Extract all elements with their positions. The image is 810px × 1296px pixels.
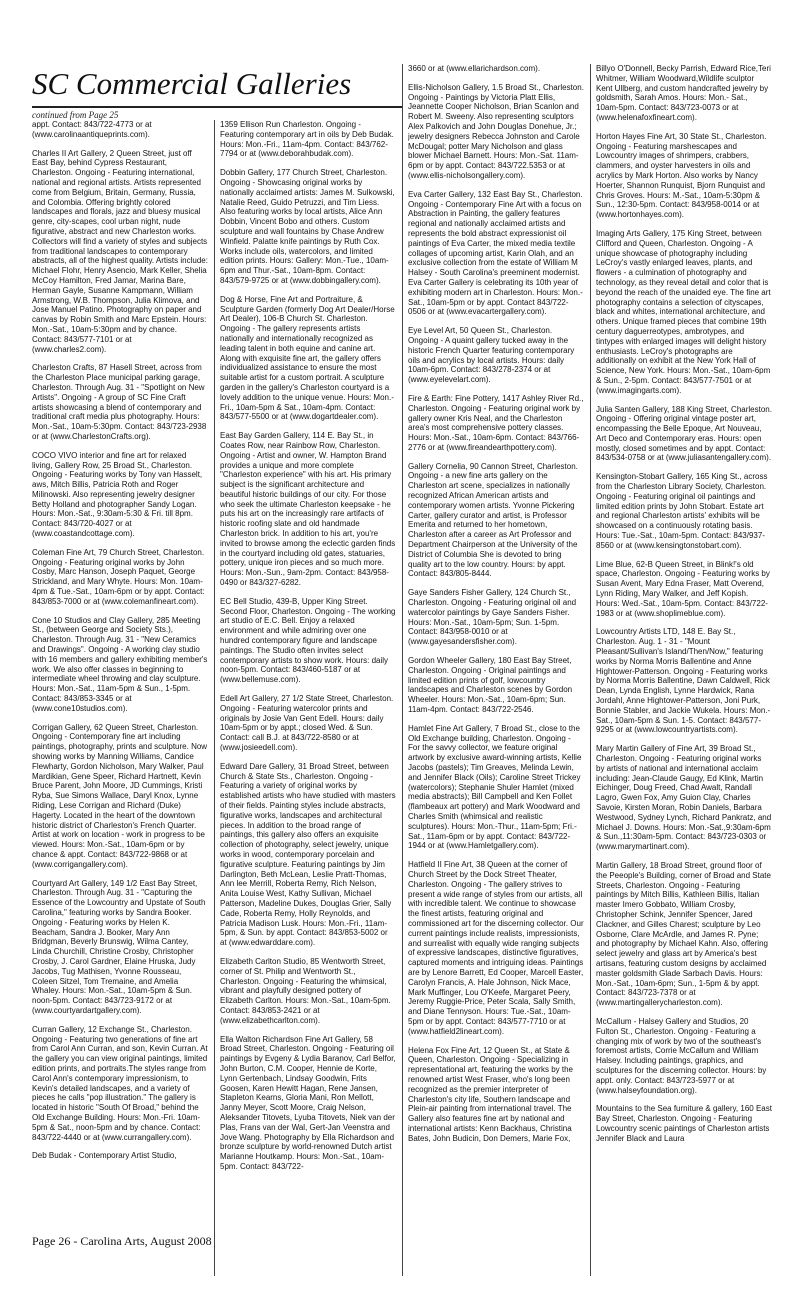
gallery-listing: Kensington-Stobart Gallery, 165 King St., across from the Charleston Library Society, Charleston. Ongoing - Featuring original oil paintings and limited edition prints by John Stobart. Estate art and regional Charleston artists' exhibits will be showcased on a continuously rotating basis. Hours: Tue.-Sat., 10am-5pm. Contact: 843/937-8560 or at (www.kensingtonstobart.com). (596, 472, 768, 550)
gallery-listing: Cone 10 Studios and Clay Gallery, 285 Meeting St., (between George and Society Sts.), Charleston. Through Aug. 31 - "New Ceramics and Drawings". Ongoing - A working clay studio with 16 members and gallery exhibiting member's work. We also offer classes in beginning to intermediate wheel throwing and clay sculpture. Hours: Mon.-Sat., 11am-5pm & Sun., 1-5pm. Contact: 843/853-3345 or at (www.cone10studios.com). (32, 615, 208, 713)
page-title: SC Commercial Galleries (32, 66, 352, 101)
gallery-listing: Charleston Crafts, 87 Hasell Street, across from the Charleston Place municipal parking garage, Charleston. Through Aug. 31 - "Spotlight on New Artists". Ongoing - A group of SC Fine Craft artists showcasing a blend of contemporary and traditional craft media plus photography. Hours: Mon.-Sat., 10am-5:30pm. Contact: 843/723-2938 or at (www.CharlestonCrafts.org). (32, 363, 207, 441)
gallery-listing: Elizabeth Carlton Studio, 85 Wentworth Street, corner of St. Philip and Wentworth St., Charleston. Ongoing - Featuring the whimsical, vibrant and playfully designed pottery of Elizabeth Carlton. Hours: Mon.-Sat., 10am-5pm. Contact: 843/853-2421 or at (www.elizabethcarlton.com). (220, 956, 391, 1025)
gallery-listing: Courtyard Art Gallery, 149 1/2 East Bay Street, Charleston. Through Aug. 31 - "Capturing the Essence of the Lowcountry and Upstate of South Carolina," featuring works by Sandra Booker. Ongoing - Featuring works by Helen K. Beacham, Sandra J. Booker, Mary Ann Bridgman, Beverly Brunswig, Wilma Cantey, Linda Churchill, Christine Crosby, Christopher Crosby, J. Carol Gardner, Elaine Hruska, Judy Jacobs, Tug Mathisen, Yvonne Rousseau, Coleen Sitzel, Tom Tremaine, and Amelia Whaley. Hours: Mon.-Sat., 10am-5pm & Sun. noon-5pm. Contact: 843/723-9172 or at (www.courtyardartgallery.com). (32, 878, 206, 1015)
gallery-listing: Lime Blue, 62-B Queen Street, in Blink!'s old space, Charleston. Ongoing - Featuring works by Susan Avent, Mary Edna Fraser, Matt Overend, Lynn Riding, Mary Walker, and Jeff Kopish. Hours: Wed.-Sat., 10am-5pm. Contact: 843/722-1983 or at (www.shoplimeblue.com). (596, 559, 770, 618)
page-footer: Page 26 - Carolina Arts, August 2008 (32, 1234, 212, 1248)
gallery-listing: Gaye Sanders Fisher Gallery, 124 Church St., Charleston. Ongoing - Featuring original oil and watercolor paintings by Gaye Sanders Fisher. Hours: Mon.-Sat., 10am-5pm; Sun. 1-5pm. Contact: 843/958-0010 or at (www.gayesandersfisher.com). (408, 588, 577, 647)
title-rule (32, 106, 402, 108)
gallery-listing: Ella Walton Richardson Fine Art Gallery, 58 Broad Street, Charleston. Ongoing - Featuring oil paintings by Evgeny & Lydia Baranov, Carl Belfor, John Burton, C.M. Cooper, Hennie de Korte, Lynn Gertenbach, Lindsay Goodwin, Frits Goosen, Karen Hewitt Hagan, Rene Jansen, Stapleton Kearns, Gloria Mani, Ron Mellott, Janny Meyer, Scott Moore, Craig Nelson, Aleksander Titovets, Lyuba Titovets, Niek van der Plas, Frans van der Wal, Gert-Jan Veenstra and Jove Wang. Photography by Ella Richardson and bronze sculpture by world-renowned Dutch artist Marianne Houtkamp. Hours: Mon.-Sat., 10am-5pm. Contact: 843/722- (220, 1034, 396, 1171)
gallery-listing: Mary Martin Gallery of Fine Art, 39 Broad St., Charleston. Ongoing - Featuring original works by artists of national and international acclaim including: Jean-Claude Gaugy, Ed Klink, Martin Eichinger, Doug Freed, Chad Awalt, Randall Lagro, Gwen Fox, Amy Guion Clay, Charles Savoie, Kirsten Moran, Robin Daniels, Barbara Westwood, Sydney Lynch, Richard Pankratz, and Michael J. Downs. Hours: Mon.-Sat.,9:30am-6pm & Sun.,11:30am-5pm. Contact: 843/723-0303 or (www.marymartinart.com). (596, 744, 772, 852)
text-column-2 (220, 120, 396, 1275)
page (32, 64, 792, 1264)
text-column-1 (32, 120, 208, 1275)
gallery-listing: Helena Fox Fine Art, 12 Queen St., at State & Queen, Charleston. Ongoing - Specializing in representational art, featuring the works by the renowned artist West Fraser, who's long been recognized as the premier interpreter of Charleston's city life, Southern landscape and Plein-air painting from international travel. The Gallery also features fine art by national and international artists: Kenn Backhaus, Christina Bates, John Budicin, Don Demers, Marie Fox, (408, 1045, 573, 1143)
gallery-listing: Eye Level Art, 50 Queen St., Charleston. Ongoing - A quaint gallery tucked away in the historic French Quarter featuring contemporary oils and acrylics by local artists. Hours: daily 10am-6pm. Contact: 843/278-2374 or at (www.eyelevelart.com). (408, 326, 575, 385)
gallery-listing: Martin Gallery, 18 Broad Street, ground floor of the Peeople's Building, corner of Broad and State Streets, Charleston. Ongoing - Featuring paintings by Mitch Billis, Kathleen Billis, Italian master Imero Gobbato, William Crosby, Christopher Schink, Jennifer Spencer, Jared Clackner, and Gilles Charest; sculpture by Leo Osborne, Clare McArdle, and James R. Pyne; and photography by Michael Kahn. Also, offering select jewelry and glass art by America's best artisans, featuring custom designs by acclaimed master goldsmith Glade Sarbach Davis. Hours: Mon.-Sat., 10am-6pm; Sun., 1-5pm & by appt. Contact: 843/723-7378 or at (www.martingallerycharleston.com). (596, 860, 771, 1008)
gallery-listing: Eva Carter Gallery, 132 East Bay St., Charleston. Ongoing - Contemporary Fine Art with a focus on Abstraction in Painting, the gallery features regional and nationally acclaimed artists and represents the bold abstract expressionist oil paintings of Eva Carter, the mixed media textile collages of upcoming artist, Karin Olah, and an exclusive collection from the estate of William M Halsey - South Carolina's preeminent modernist. Eva Carter Gallery is celebrating its 10th year of exhibiting modern art in Charleston. Hours: Mon.-Sat., 10am-5pm or by appt. Contact 843/722-0506 or at (www.evacartergallery.com). (408, 189, 583, 317)
gallery-listing: COCO VIVO interior and fine art for relaxed living, Gallery Row, 25 Broad St., Charleston. Ongoing - Featuring works by Tony van Hasselt, aws, Mitch Billis, Patricia Roth and Roger Milinowski. Also representing jewelry designer Betty Holland and photographer Sandy Logan. Hours: Mon.-Sat., 9:30am-5:30 & Fri. till 8pm. Contact: 843/720-4027 or at (www.coastandcottage.com). (32, 450, 203, 539)
gallery-listing: Gordon Wheeler Gallery, 180 East Bay Street, Charleston. Ongoing - Original paintings and limited edition prints of golf, lowcountry landscapes and Charleston scenes by Gordon Wheeler. Hours: Mon.-Sat., 10am-6pm; Sun. 11am-4pm. Contact: 843/722-2546. (408, 656, 573, 715)
gallery-listing: Hamlet Fine Art Gallery, 7 Broad St., close to the Old Exchange building, Charleston. Ongoing - For the savvy collector, we feature original artwork by exclusive award-winning artists, Kellie Jacobs (pastels); Tim Greaves, Melinda Lewin, and Jennifer Black (Oils); Caroline Street Trickey (watercolors); Stephanie Shuler Hamlet (mixed media abstracts); Bill Campbell and Ken Follet (flambeaux art pottery) and Mark Woodward and Charles Smith (whimsical and realistic sculptures). Hours: Mon.-Thur., 11am-5pm; Fri.-Sat., 11am-6pm or by appt. Contact: 843/722-1944 or at (www.Hamletgallery.com). (408, 723, 582, 851)
gallery-listing: Billyo O'Donnell, Becky Parrish, Edward Rice,Teri Whitmer, William Woodward,Wildlife sculptor Kent Ullberg, and custom handcrafted jewelry by goldsmith, Sarah Amos. Hours: Mon.- Sat., 10am-5pm. Contact: 843/723-0073 or at (www.helenafoxfineart.com). (596, 64, 771, 122)
gallery-listing: Corrigan Gallery, 62 Queen Street, Charleston. Ongoing - Contemporary fine art including paintings, photography, prints and sculpture. Now showing works by Manning Williams, Candice Flewharty, Gordon Nicholson, Mary Walker, Paul Mardikian, Gene Speer, Richard Hartnett, Kevin Bruce Parent, John Moore, JD Cummings, Kristi Ryba, Sue Simons Wallace, Daryl Knox, Lynne Riding, Lese Corrigan and Richard (Duke) Hagerty. Located in the heart of the downtown historic district of Charleston's French Quarter. Artist at work on location - work in progress to be viewed. Hours: Mon.-Sat., 10am-6pm or by chance & appt. Contact: 843/722-9868 or at (www.corrigangallery.com). (32, 722, 208, 869)
gallery-listing: appt. Contact: 843/722-4773 or at (www.carolinaantiqueprints.com). (32, 120, 152, 139)
continued-note: continued from Page 25 (32, 110, 119, 120)
gallery-listing: Lowcountry Artists LTD, 148 E. Bay St., Charleston. Aug. 1 - 31 - "Mount Pleasant/Sullivan's Island/Then/Now," featuring works by Norma Morris Ballentine and Anne Hightower-Patterson. Ongoing - Featuring works by Norma Morris Ballentine, Dawn Caldwell, Rick Dean, Lynda English, Lynne Hardwick, Rana Jordahl, Anne Hightower-Patterson, Joni Purk, Bonnie Stabler, and Jackie Wukela. Hours: Mon.-Sat., 10am-5pm & Sun. 1-5. Contact: 843/577-9295 or at (www.lowcountryartists.com). (596, 627, 771, 735)
text-column-3 (408, 64, 584, 1274)
gallery-listing: Julia Santen Gallery, 188 King Street, Charleston. Ongoing - Offering original vintage poster art, encompassing the Belle Epoque, Art Nouveau, Art Deco and Contemporary eras. Hours: open mostly, closed sometimes and by appt. Contact: 843/534-0758 or at (www.juliasantengallery.com). (596, 404, 772, 463)
gallery-listing: Dobbin Gallery, 177 Church Street, Charleston. Ongoing - Showcasing original works by nationally acclaimed artists: James M. Sulkowski, Natalie Reed, Guido Petruzzi, and Tim Liess. Also featuring works by local artists, Alice Ann Dobbin, Vincent Bobo and others. Custom sculpture and wall fountains by Chase Andrew Winfield. Palatte knife paintings by Ruth Cox. Works include oils, watercolors, and limited edition prints. Hours: Gallery: Mon.-Tue., 10am-6pm and Thur.-Sat., 10am-8pm. Contact: 843/579-9725 or at (www.dobbingallery.com). (220, 168, 395, 285)
gallery-listing: Mountains to the Sea furniture & gallery, 160 East Bay Street, Charleston. Ongoing - Featuring Lowcountry scenic paintings of Charleston artists Jennifer Black and Laura (596, 1104, 772, 1143)
gallery-listing: Deb Budak - Contemporary Artist Studio, (32, 1151, 177, 1161)
gallery-listing: Ellis-Nicholson Gallery, 1.5 Broad St., Charleston. Ongoing - Paintings by Victoria Platt Ellis, Jeannette Cooper Nicholson, Brian Scanlon and Robert M. Sweeny. Also representing sculptors Alex Palkovich and John Douglas Donehue, Jr.; jewelry designers Rebecca Johnston and Carole McDougal; potter Mary Nicholson and glass blower Michael Barnett. Hours: Mon.-Sat. 11am-6pm or by appt. Contact: 843/722.5353 or at (www.ellis-nicholsongallery.com). (408, 82, 584, 180)
gallery-listing: Coleman Fine Art, 79 Church Street, Charleston. Ongoing - Featuring original works by John Cosby, Marc Hanson, Joseph Paquet, George Strickland, and Mary Whyte. Hours: Mon. 10am-4pm & Tue.-Sat., 10am-6pm or by appt. Contact: 843/853-7000 or at (www.colemanfineart.com). (32, 547, 205, 606)
text-column-4 (596, 64, 772, 1274)
gallery-listing: Edell Art Gallery, 27 1/2 State Street, Charleston. Ongoing - Featuring watercolor prints and originals by Josie Van Gent Edell. Hours: daily 10am-5pm or by appt.; closed Wed. & Sun. Contact: call B.J. at 843/722-8580 or at (www.josieedell.com). (220, 694, 394, 753)
gallery-listing: 1359 Ellison Run Charleston. Ongoing - Featuring contemporary art in oils by Deb Budak. Hours: Mon.-Fri., 11am-4pm. Contact: 843/762-7794 or at (www.deborahbudak.com). (220, 120, 394, 159)
column-divider (214, 120, 215, 1276)
gallery-listing: Imaging Arts Gallery, 175 King Street, between Clifford and Queen, Charleston. Ongoing - A unique showcase of photography including LeCroy's vastly enlarged leaves, plants, and flowers - a culmination of photography and technology, as they reveal detail and color that is beyond the reach of the unaided eye. The fine art photography contains a selection of cityscapes, black and whites, international architecture, and others. Unique framed pieces that combine 19th century daguerreotypes, ambrotypes, and tintypes with enlarged images will delight history enthusiasts. LeCroy's photographs are additionally on exhibit at the New York Hall of Science, New York. Hours: Mon.-Sat., 10am-6pm & Sun., 2-5pm. Contact: 843/577-7501 or at (www.imagingarts.com). (596, 228, 771, 395)
gallery-listing: Edward Dare Gallery, 31 Broad Street, between Church & State Sts., Charleston. Ongoing - Featuring a variety of original works by established artists who have studied with masters of their fields. Painting styles include abstracts, figurative works, landscapes and architectural pieces. In addition to the broad range of paintings, this gallery also offers an exquisite collection of photography, select jewelry, unique works in wood, contemporary porcelain and figurative sculpture. Featuring paintings by Jim Darlington, Beth McLean, Leslie Pratt-Thomas, Ann lee Merrill, Roberta Remy, Rich Nelson, Anita Louise West, Kathy Sullivan, Michael Patterson, Madeline Dukes, Douglas Grier, Sally Cade, Roberta Remy, Holly Reynolds, and Patricia Madison Lusk. Hours: Mon.-Fri., 11am-5pm, & Sun. by appt. Contact: 843/853-5002 or at (www.edwarddare.com). (220, 761, 396, 948)
column-divider (402, 64, 403, 1276)
gallery-listing: Horton Hayes Fine Art, 30 State St., Charleston. Ongoing - Featuring marshescapes and Lowcountry images of shrimpers, crabbers, clammers, and oyster harvesters in oils and acrylics by Mark Horton. Also works by Nancy Hoerter, Shannon Runquist, Bjorn Runquist and Chris Groves. Hours: M.-Sat., 10am-5:30pm & Sun., 12:30-5pm. Contact: 843/958-0014 or at (www.hortonhayes.com). (596, 131, 767, 220)
gallery-listing: Fire & Earth: Fine Pottery, 1417 Ashley River Rd., Charleston. Ongoing - Featuring original work by gallery owner Kris Neal, and the Charleston area's most comprehensive pottery classes. Hours: Mon.-Sat., 10am-6pm. Contact: 843/766-2776 or at (www.fireandearthpottery.com). (408, 393, 584, 452)
gallery-listing: Charles II Art Gallery, 2 Queen Street, just off East Bay, behind Cypress Restaurant, Charleston. Ongoing - Featuring international, national and regional artists. Artists represented come from Belgium, Britain, Germany, Russia, and Colombia. Offering brightly colored landscapes and florals, jazz and bluesy musical genre, city-scapes, cool urban night, nude figurative, abstract and new Charleston works. Collectors will find a variety of styles and subjects from traditional landscapes to contemporary abstracts, all of the highest quality. Artists include: Michael Flohr, Henry Asencio, Mark Keller, Shelia McCoy Hamilton, Fred Jamar, Marina Bare, Herman Gayle, Susanne Kampmann, William Armstrong, W.B. Thompson, Julia Klimova, and Jose Manuel Patino. Photography on paper and canvas by Robin Smith and Marc Epstein. Hours: Mon.-Sat., 10am-5:30pm and by chance. Contact: 843/577-7101 or at (www.charles2.com). (32, 148, 208, 354)
gallery-listing: Gallery Cornelia, 90 Cannon Street, Charleston. Ongoing - a new fine arts gallery on the Charleston art scene, specializes in nationally recognized African American artists and contemporary women artists. Yvonne Pickering Carter, gallery curator and artist, is Professor Emerita and returned to her hometown, Charleston after a career as Art Professor and Department Chairperson at the University of the District of Columbia She is devoted to bring quality art to the low country. Hours: by appt. Contact: 843/805-8444. (408, 461, 578, 579)
gallery-listing: 3660 or at (www.ellarichardson.com). (408, 64, 541, 73)
gallery-listing: Curran Gallery, 12 Exchange St., Charleston. Ongoing - Featuring two generations of fine art from Carol Ann Curran, and son, Kevin Curran. At the gallery you can view original paintings, limited edition prints, and portraits.The styles range from Carol Ann's contemporary impressionism, to Kevin's detailed landscapes, and a variety of pieces he calls "pop illustration." The gallery is located in historic "South Of Broad," behind the Old Exchange Building. Hours: Mon.-Fri. 10am-5pm & Sat., noon-5pm and by chance. Contact: 843/722-4440 or at (www.currangallery.com). (32, 1024, 208, 1142)
gallery-listing: Dog & Horse, Fine Art and Portraiture, & Sculpture Garden (formerly Dog Art Dealer/Horse Art Dealer), 106-B Church St. Charleston. Ongoing - The gallery represents artists nationally and internationally recognized as leading talent in both equine and canine art. Along with exquisite fine art, the gallery offers individualized assistance to ensure the most suitable artist for a custom portrait. A sculpture garden in the gallery's Charleston courtyard is a lovely addition to the unique venue. Hours: Mon.-Fri., 10am-5pm & Sat., 10am-4pm. Contact: 843/577-5500 or at (www.dogartdealer.com). (220, 294, 395, 422)
gallery-listing: Hatfield II Fine Art, 38 Queen at the corner of Church Street by the Dock Street Theater, Charleston. Ongoing - The gallery strives to present a wide range of styles from our artists, all with incredible talent. We continue to showcase the finest artists, featuring original and commissioned art for the discerning collector. Our current paintings include realists, impressionists, and surrealist with equally wide ranging subjects of expressive landscapes, distinctive figuratives, captured moments and intriguing ideas. Paintings are by Lenore Barrett, Ed Cooper, Marcell Easter, Carolyn Francis, A. Hale Johnson, Nick Mace, Mark Muffinger, Lou O'Keefe, Margaret Peery, Jeremy Ruggie-Price, Peter Scala, Sally Smith, and Diane Tennyson. Hours: Tue.-Sat., 10am-5pm or by appt. Contact: 843/577-7710 or at (www.hatfield2lineart.com). (408, 860, 584, 1036)
gallery-listing: EC Bell Studio, 439-B, Upper King Street. Second Floor, Charleston. Ongoing - The working art studio of E.C. Bell. Enjoy a relaxed environment and while admiring over one hundred contemporary figure and landscape paintings. The Studio often invites select contemporary artists to show work. Hours: daily noon-5pm. Contact: 843/460-5187 or at (www.bellemuse.com). (220, 596, 396, 685)
column-divider (590, 64, 591, 1276)
gallery-listing: East Bay Garden Gallery, 114 E. Bay St., in Coates Row, near Rainbow Row, Charleston. Ongoing - Artist and owner, W. Hampton Brand provides a unique and more complete "Charleston experience" with his art. His primary subject is the significant architecture and beautiful historic buildings of our city. For those who seek the ultimate Charleston keepsake - he puts his art on the increasingly rare artifacts of historic roofing slate and old handmade Charleston brick. In addition to his art, you're invited to browse among the eclectic garden finds in the courtyard including old gates, statuaries, pottery, unique iron pieces and so much more. Hours: Mon.-Sun., 9am-2pm. Contact: 843/958-0490 or 843/327-6282. (220, 431, 396, 588)
gallery-listing: McCallum - Halsey Gallery and Studios, 20 Fulton St., Charleston. Ongoing - Featuring a changing mix of work by two of the southeast's foremost artists, Corrie McCallum and William Halsey. Including paintings, graphics, and sculptures for the discerning collector. Hours: by appt. only. Contact: 843/723-5977 or at (www.halseyfoundation.org). (596, 1016, 767, 1095)
